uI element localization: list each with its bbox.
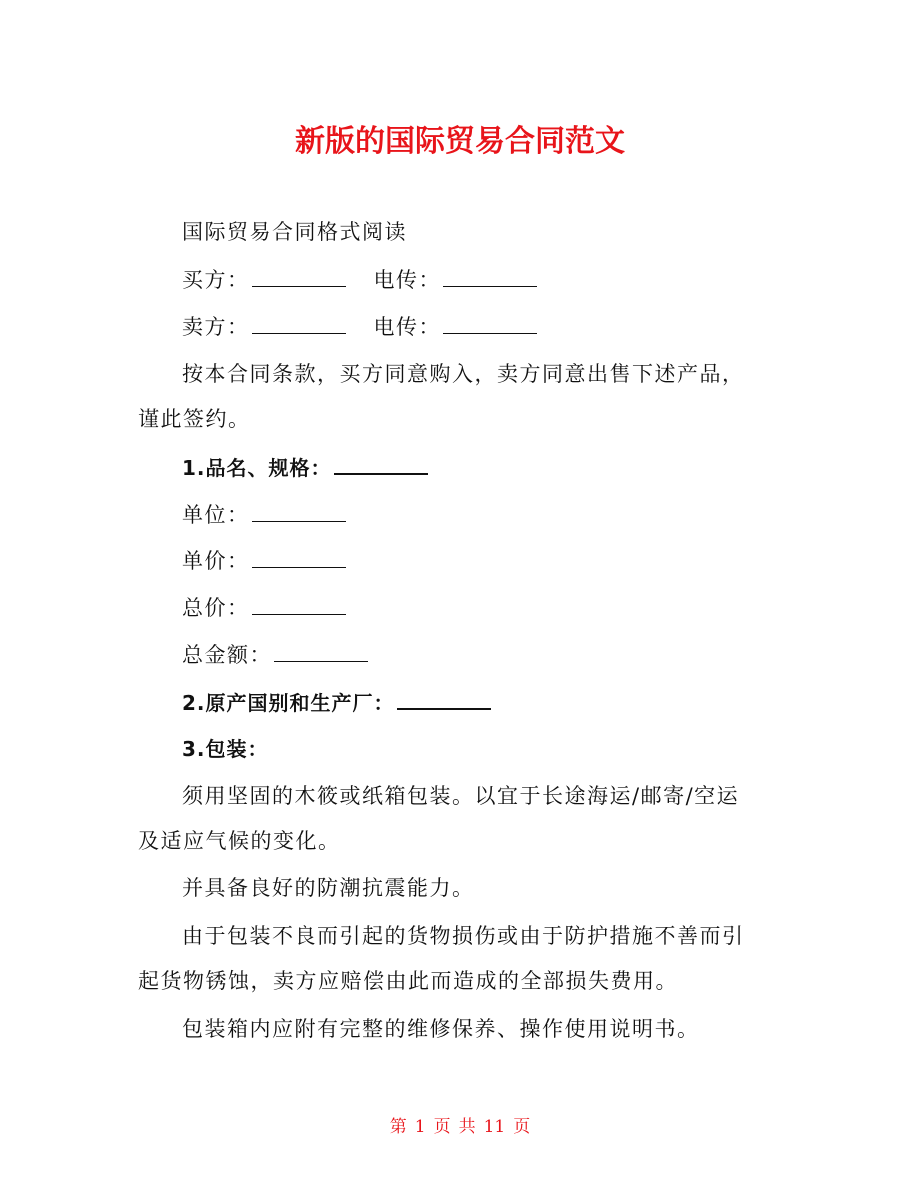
buyer-fax-label: 电传： xyxy=(373,268,441,292)
buyer-line xyxy=(182,265,537,295)
unit-price-label: 单价： xyxy=(182,549,250,573)
item1-label: 1.品名、规格： xyxy=(182,456,332,480)
page-title: 新版的国际贸易合同范文 xyxy=(295,124,625,159)
footer-page-prefix: 第 xyxy=(389,1117,407,1137)
unit-price-line xyxy=(182,546,346,576)
packaging-p1-line2: 及适应气候的变化。 xyxy=(138,829,341,853)
unit-blank xyxy=(252,503,346,522)
item2-blank xyxy=(397,690,491,710)
packaging-p4: 包装箱内应附有完整的维修保养、操作使用说明书。 xyxy=(182,1017,700,1041)
buyer-fax-blank xyxy=(443,268,537,287)
seller-blank xyxy=(252,315,346,334)
unit-line xyxy=(182,500,346,530)
seller-fax-blank xyxy=(443,315,537,334)
total-price-label: 总价： xyxy=(182,596,250,620)
buyer-blank xyxy=(252,268,346,287)
item2-line xyxy=(182,688,491,718)
item3-label: 3.包装： xyxy=(182,737,269,761)
page-footer xyxy=(0,1112,920,1137)
seller-label: 卖方： xyxy=(182,315,250,339)
total-price-blank xyxy=(252,596,346,615)
intro-line-2: 谨此签约。 xyxy=(138,407,251,431)
unit-price-blank xyxy=(252,549,346,568)
unit-label: 单位： xyxy=(182,503,250,527)
item2-label: 2.原产国别和生产厂： xyxy=(182,691,395,715)
item1-blank xyxy=(334,455,428,475)
packaging-p3-line1: 由于包装不良而引起的货物损伤或由于防护措施不善而引 xyxy=(182,924,745,948)
footer-current-page: 1 xyxy=(414,1117,426,1137)
footer-total-prefix: 共 xyxy=(458,1117,476,1137)
buyer-label: 买方： xyxy=(182,268,250,292)
total-price-line xyxy=(182,593,346,623)
total-amount-blank xyxy=(274,643,368,662)
packaging-p1-line1: 须用坚固的木筱或纸箱包装。以宜于长途海运/邮寄/空运 xyxy=(182,784,740,808)
total-amount-label: 总金额： xyxy=(182,643,272,667)
footer-page-word: 页 xyxy=(433,1117,451,1137)
footer-total-pages: 11 xyxy=(483,1117,506,1137)
seller-fax-label: 电传： xyxy=(373,315,441,339)
total-amount-line xyxy=(182,640,368,670)
seller-line xyxy=(182,312,537,342)
item1-line xyxy=(182,453,428,483)
footer-page-suffix: 页 xyxy=(513,1117,531,1137)
intro-line-1: 按本合同条款，买方同意购入，卖方同意出售下述产品， xyxy=(182,362,745,386)
packaging-p3-line2: 起货物锈蚀，卖方应赔偿由此而造成的全部损失费用。 xyxy=(138,969,678,993)
subtitle: 国际贸易合同格式阅读 xyxy=(182,220,407,244)
packaging-p2: 并具备良好的防潮抗震能力。 xyxy=(182,876,475,900)
